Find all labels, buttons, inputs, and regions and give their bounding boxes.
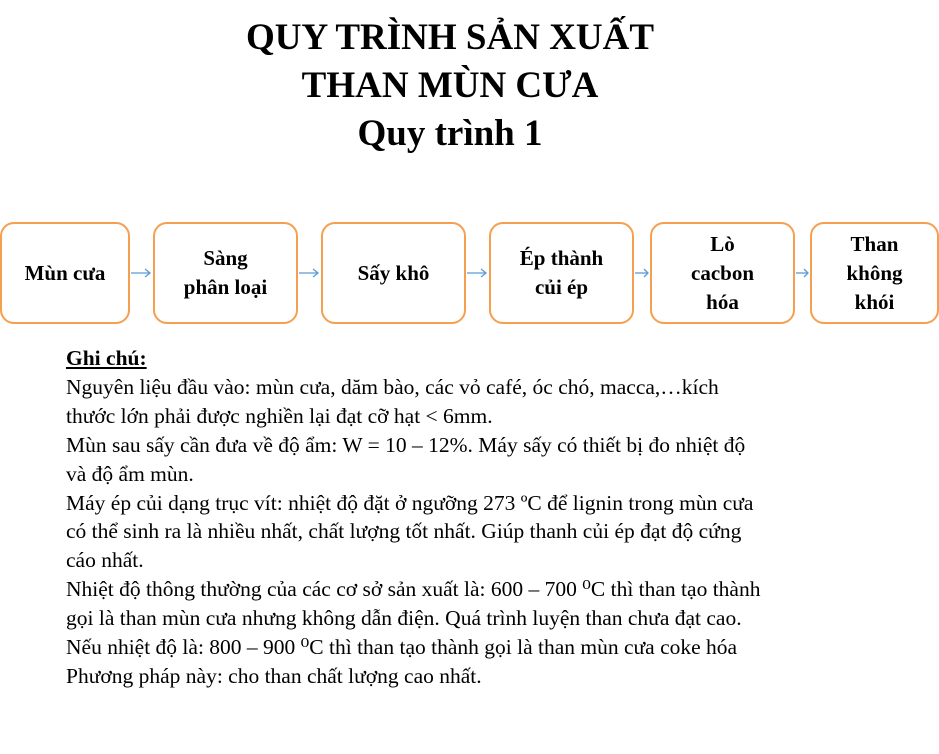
note-line: có thể sinh ra là nhiều nhất, chất lượng tốt nhất. Giúp thanh củi ép đạt độ cứng — [66, 519, 742, 544]
step-box-5 — [650, 222, 795, 324]
notes-section — [66, 344, 866, 691]
note-line: gọi là than mùn cưa nhưng không dẫn điện. Quá trình luyện than chưa đạt cao. — [66, 606, 742, 631]
title-line-1: QUY TRÌNH SẢN XUẤT — [245, 17, 655, 58]
arrow-icon — [795, 263, 810, 283]
process-flow — [0, 0, 939, 340]
arrow-icon — [130, 263, 153, 283]
step-box-6 — [810, 222, 939, 324]
step-2-line-1: Sàng — [203, 246, 248, 270]
note-line: Nguyên liệu đầu vào: mùn cưa, dăm bào, các vỏ café, óc chó, macca,…kích — [66, 374, 719, 399]
note-line: Mùn sau sấy cần đưa về độ ẩm: W = 10 – 12%. Máy sấy có thiết bị đo nhiệt độ — [66, 432, 746, 457]
arrow-icon — [634, 263, 650, 283]
step-6-line-1: Than — [850, 231, 899, 256]
note-line: cáo nhất. — [66, 548, 144, 573]
note-line: Máy ép củi dạng trục vít: nhiệt độ đặt ở ngưỡng 273 ºC để lignin trong mùn cưa — [66, 490, 754, 515]
step-3-line-1: Sấy khô — [357, 260, 430, 285]
note-line: và độ ẩm mùn. — [66, 461, 194, 486]
note-line: Nếu nhiệt độ là: 800 – 900 ⁰C thì than tạo thành gọi là than mùn cưa coke hóa — [66, 635, 738, 660]
step-2-line-2: phân loại — [183, 275, 268, 299]
notes-heading: Ghi chú: — [66, 346, 147, 370]
step-4-line-1: Ép thành — [519, 246, 604, 270]
step-6-line-2: không — [846, 260, 903, 285]
step-box-4 — [489, 222, 634, 324]
step-6-line-3: khói — [854, 289, 895, 314]
step-box-3 — [321, 222, 466, 324]
note-line: Nhiệt độ thông thường của các cơ sở sản xuất là: 600 – 700 ⁰C thì than tạo thành — [66, 577, 761, 602]
step-box-2 — [153, 222, 298, 324]
arrow-icon — [298, 263, 321, 283]
title-line-3: Quy trình 1 — [357, 113, 543, 154]
step-box-1 — [0, 222, 130, 324]
title-line-2: THAN MÙN CƯA — [301, 65, 599, 106]
note-line: thước lớn phải được nghiền lại đạt cỡ hạt < 6mm. — [66, 403, 493, 428]
arrow-icon — [466, 263, 489, 283]
step-5-line-2: cacbon — [691, 260, 754, 285]
note-line: Phương pháp này: cho than chất lượng cao nhất. — [66, 663, 482, 688]
step-1-line-1: Mùn cưa — [24, 260, 106, 285]
step-4-line-2: củi ép — [534, 275, 589, 299]
step-5-line-3: hóa — [706, 289, 739, 314]
step-5-line-1: Lò — [710, 231, 735, 256]
